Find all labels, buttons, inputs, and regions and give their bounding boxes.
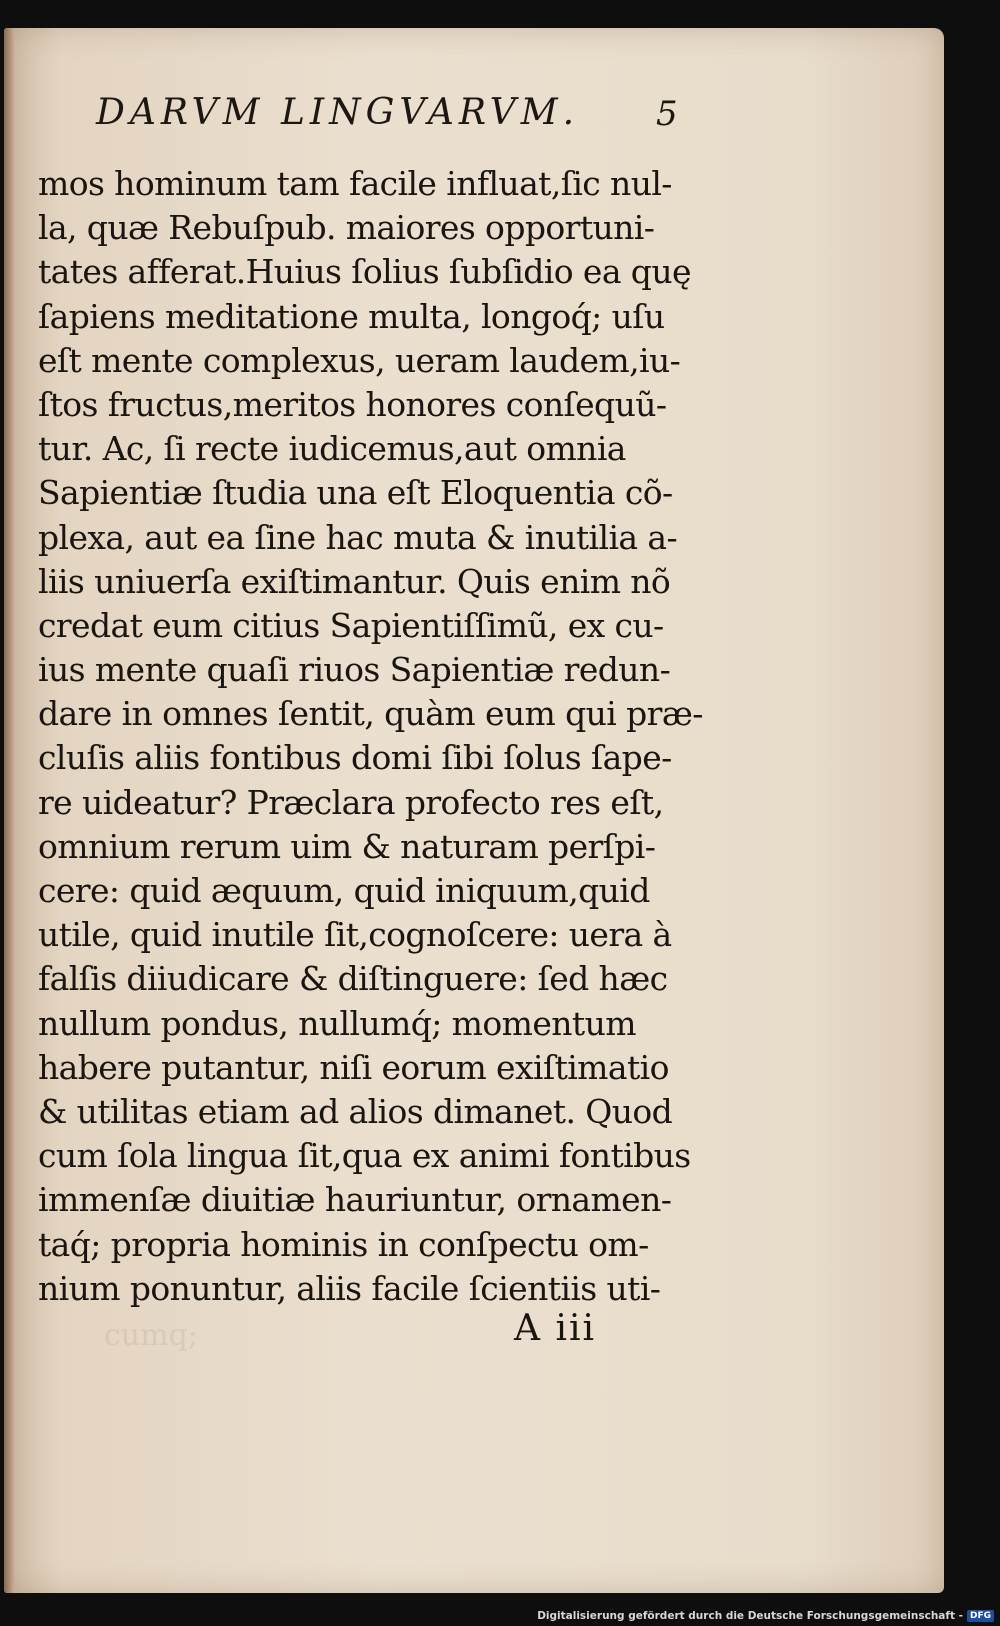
text-line: re uideatur? Præclara profecto res eſt,: [38, 782, 664, 822]
body-text: [38, 162, 738, 1311]
text-line: dare in omnes ſentit, quàm eum qui præ-: [38, 694, 703, 734]
text-line: immenſæ diuitiæ hauriuntur, ornamen-: [38, 1180, 672, 1220]
text-line: ius mente quaſi riuos Sapientiæ redun-: [38, 650, 671, 690]
book-page: [4, 28, 944, 1593]
text-line: liis uniuerſa exiſtimantur. Quis enim nõ: [38, 561, 671, 601]
text-line: tates afferat.Huius ſolius ſubſidio ea quę: [38, 252, 691, 292]
text-line: cum ſola lingua ſit,qua ex animi fontibus: [38, 1136, 691, 1176]
digitization-footer: [537, 1610, 994, 1622]
show-through-text: cumq;: [104, 1318, 198, 1353]
text-line: habere putantur, niſi eorum exiſtimatio: [38, 1047, 669, 1087]
text-line: omnium rerum uim & naturam perſpi-: [38, 826, 656, 866]
dfg-logo: DFG: [967, 1610, 994, 1622]
signature-mark: A iii: [514, 1308, 596, 1349]
page-gutter-edge: [4, 28, 14, 1593]
running-head: [96, 92, 696, 154]
text-line: falſis diiudicare & diſtinguere: ſed hæc: [38, 959, 668, 999]
running-head-title: DARVM LINGVARVM.: [96, 92, 580, 133]
footer-credit: Digitalisierung gefördert durch die Deutsche Forschungsgemeinschaft -: [537, 1610, 963, 1622]
text-line: mos hominum tam facile influat,ſic nul-: [38, 164, 672, 203]
text-line: la, quæ Rebuſpub. maiores opportuni-: [38, 208, 655, 248]
text-line: ſapiens meditatione multa, longoq́; uſu: [38, 296, 665, 336]
text-line: nium ponuntur, aliis facile ſcientiis uti-: [38, 1268, 661, 1308]
text-line: tur. Ac, ſi recte iudicemus,aut omnia: [38, 429, 626, 469]
text-line: nullum pondus, nullumq́; momentum: [38, 1003, 636, 1043]
text-line: Sapientiæ ſtudia una eſt Eloquentia cõ-: [38, 473, 673, 513]
text-line: cluſis aliis fontibus domi ſibi ſolus ſape-: [38, 738, 672, 778]
text-line: cere: quid æquum, quid iniquum,quid: [38, 871, 650, 910]
text-line: eſt mente complexus, ueram laudem,iu-: [38, 340, 681, 380]
text-line: utile, quid inutile ſit,cognoſcere: uera à: [38, 915, 672, 955]
text-line: credat eum citius Sapientiſſimũ, ex cu-: [38, 605, 664, 645]
text-line: & utilitas etiam ad alios dimanet. Quod: [38, 1091, 673, 1131]
text-line: taq́; propria hominis in conſpectu om-: [38, 1224, 649, 1264]
text-line: plexa, aut ea ſine hac muta & inutilia a-: [38, 517, 677, 557]
text-line: ſtos fructus,meritos honores conſequũ-: [38, 384, 667, 424]
page-number: 5: [656, 94, 678, 134]
